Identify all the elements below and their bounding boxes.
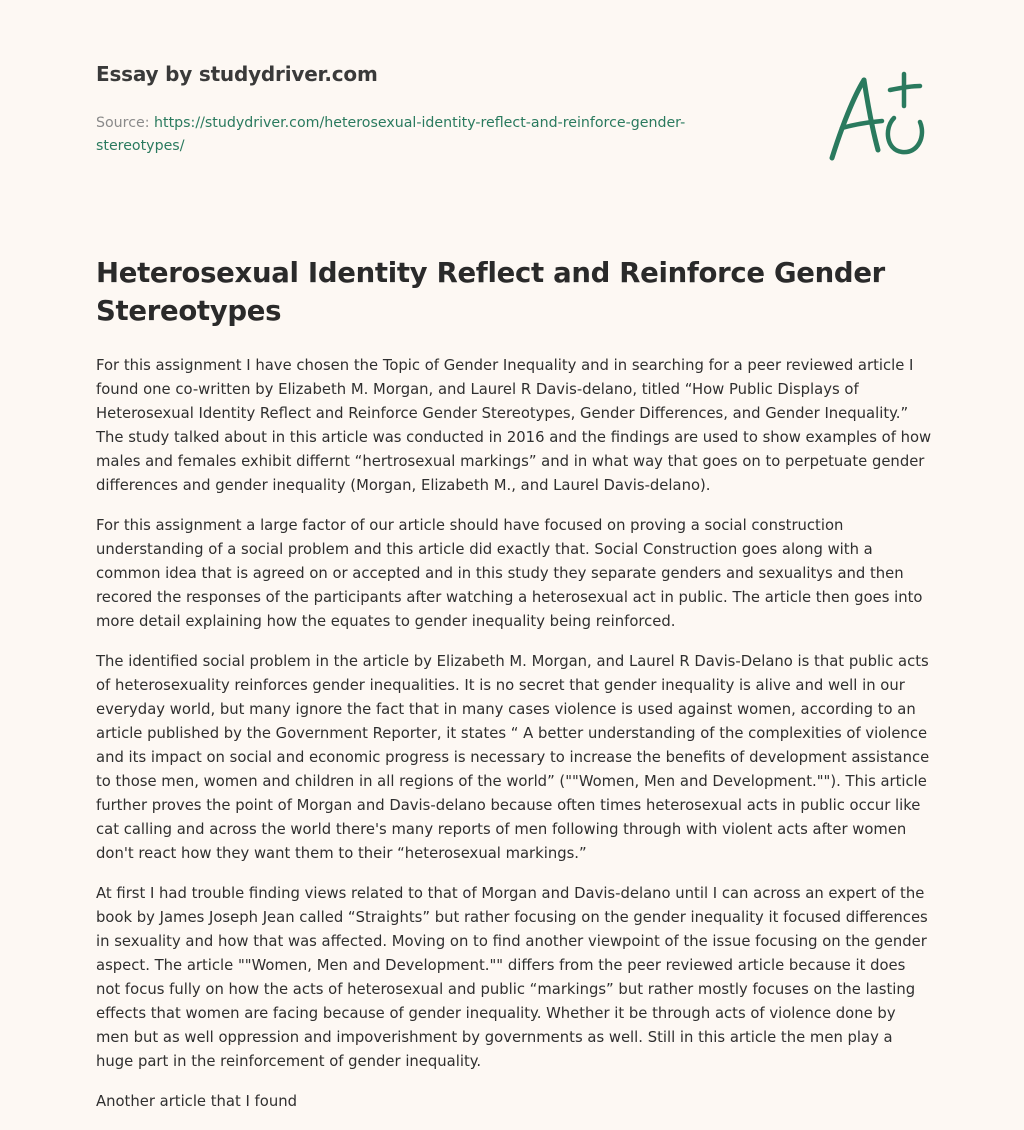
essay-body: [96, 354, 932, 1130]
essay-paragraph: Another article that I found: [96, 1093, 297, 1110]
essay-title: Heterosexual Identity Reflect and Reinforce Gender Stereotypes: [96, 257, 885, 327]
essay-paragraph: For this assignment a large factor of our article should have focused on proving a social construction understanding of a social problem and this article did exactly that. Social Construction goes along with a common idea that is agreed on or accepted and in this study they separate genders and sexualitys and then recored the responses of the participants after watching a heterosexual act in public. The article then goes into more detail explaining how the equates to gender inequality being reinforced.: [96, 517, 923, 630]
essay-paragraph: At first I had trouble finding views related to that of Morgan and Davis-delano until I can across an expert of the book by James Joseph Jean called “Straights” but rather focusing on the gender inequality it focused differences in sexuality and how that was affected. Moving on to find another viewpoint of the issue focusing on the gender aspect. The article ""Women, Men and Development."" differs from the peer reviewed article because it does not focus fully on how the acts of heterosexual and public “markings” but rather mostly focuses on the lasting effects that women are facing because of gender inequality. Whether it be through acts of violence done by men but as well oppression and impoverishment by governments as well. Still in this article the men play a huge part in the reinforcement of gender inequality.: [96, 885, 928, 1070]
source-line: [96, 112, 756, 158]
document-header: [96, 62, 756, 158]
brand-title: Essay by studydriver.com: [96, 62, 378, 86]
source-link[interactable]: https://studydriver.com/heterosexual-identity-reflect-and-reinforce-gender-stereotypes/: [96, 115, 686, 154]
essay-paragraph: For this assignment I have chosen the Topic of Gender Inequality and in searching for a peer reviewed article I found one co-written by Elizabeth M. Morgan, and Laurel R Davis-delano, titled “How Public Displays of Heterosexual Identity Reflect and Reinforce Gender Stereotypes, Gender Differences, and Gender Inequality.” The study talked about in this article was conducted in 2016 and the findings are used to show examples of how males and females exhibit differnt “hertrosexual markings” and in what way that goes on to perpetuate gender differences and gender inequality (Morgan, Elizabeth M., and Laurel Davis-delano).: [96, 357, 932, 494]
a-plus-grade-logo-icon: [820, 66, 930, 166]
essay-paragraph: The identified social problem in the article by Elizabeth M. Morgan, and Laurel R Davis-Delano is that public acts of heterosexuality reinforces gender inequalities. It is no secret that gender inequality is alive and well in our everyday world, but many ignore the fact that in many cases violence is used against women, according to an article published by the Government Reporter, it states “ A better understanding of the complexities of violence and its impact on social and economic progress is necessary to increase the benefits of development assistance to those men, women and children in all regions of the world” (""Women, Men and Development.""). This article further proves the point of Morgan and Davis-delano because often times heterosexual acts in public occur like cat calling and across the world there's many reports of men following through with violent acts after women don't react how they want them to their “heterosexual markings.”: [96, 653, 930, 862]
source-label: Source:: [96, 115, 150, 131]
